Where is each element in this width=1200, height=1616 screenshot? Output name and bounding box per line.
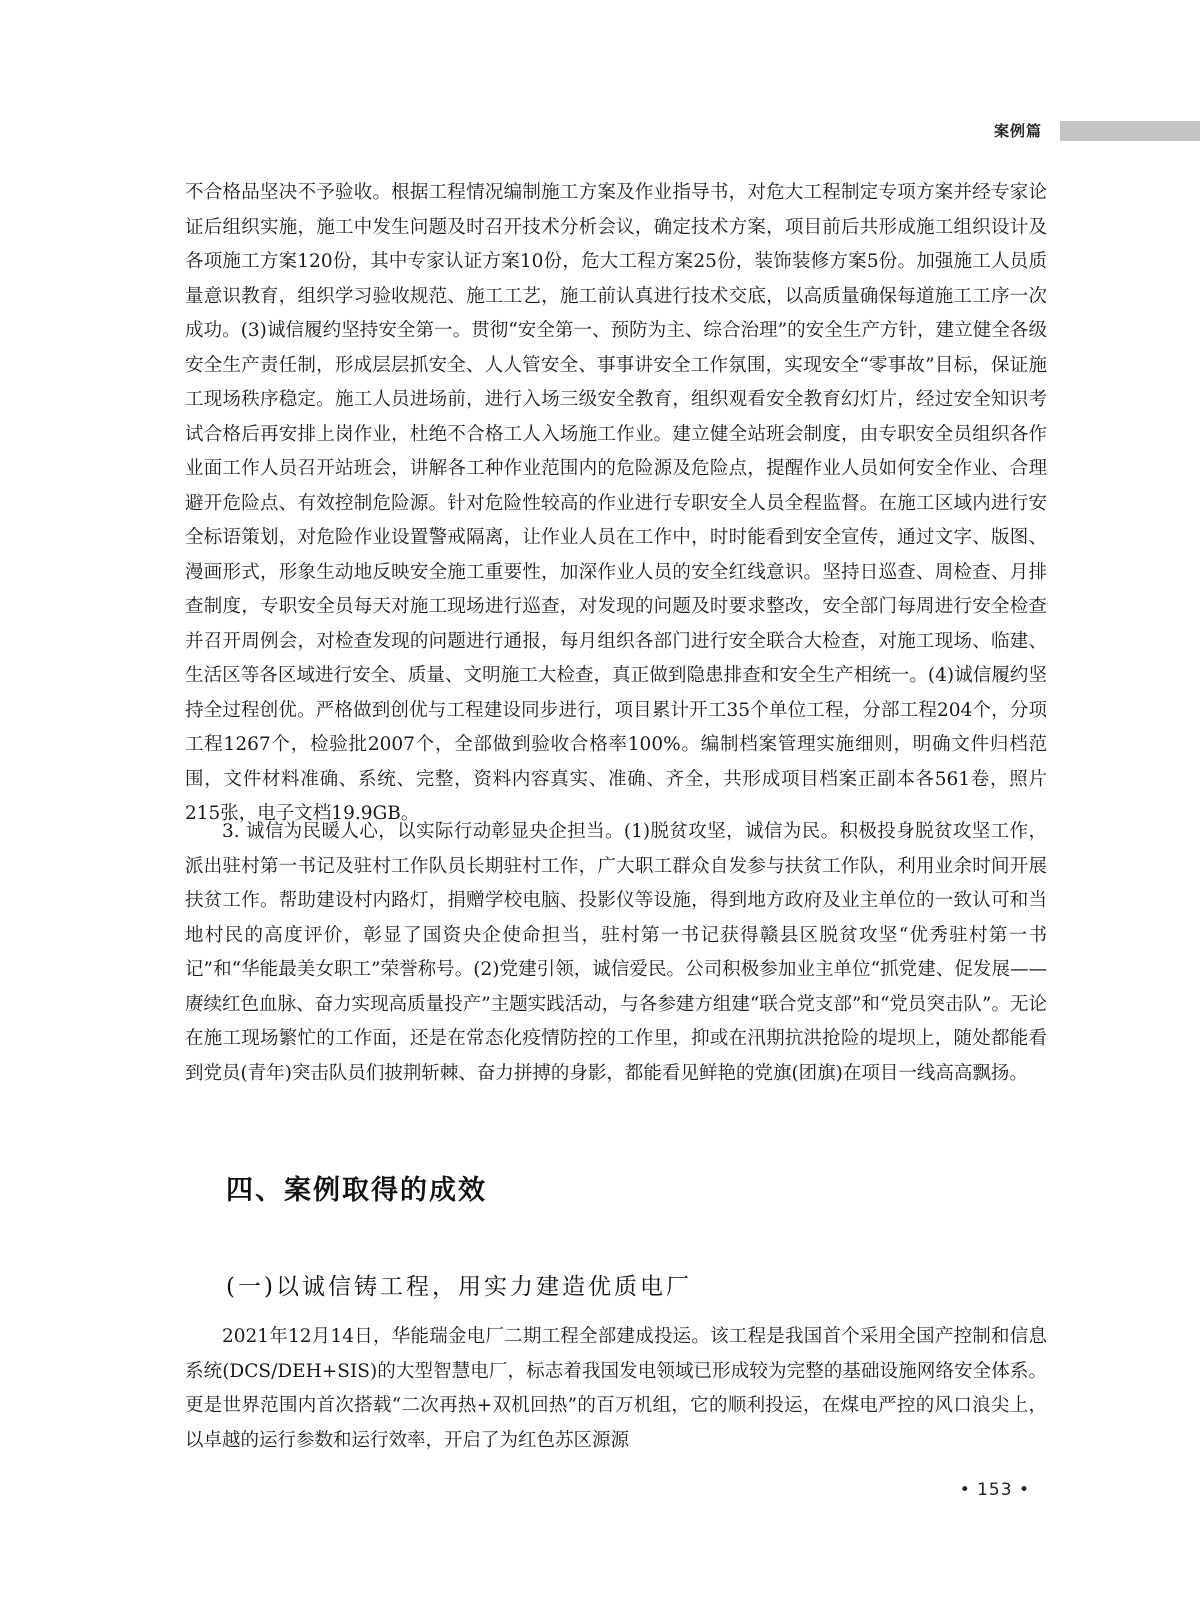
section-heading: 四、案例取得的成效 <box>226 1175 487 1206</box>
paragraph-result-1: 2021年12月14日，华能瑞金电厂二期工程全部建成投运。该工程是我国首个采用全国产控制和信息系统(DCS/DEH+SIS)的大型智慧电厂，标志着我国发电领域已形成较为完整的基础设施网络安全体系。更是世界范围内首次搭载“二次再热+双机回热”的百万机组，它的顺利投运，在煤电严控的风口浪尖上，以卓越的运行参数和运行效率，开启了为红色苏区源源 <box>185 1326 1047 1451</box>
paragraph-continued: 不合格品坚决不予验收。根据工程情况编制施工方案及作业指导书，对危大工程制定专项方案并经专家论证后组织实施，施工中发生问题及时召开技术分析会议，确定技术方案，项目前后共形成施工组织设计及各项施工方案120份，其中专家认证方案10份，危大工程方案25份，装饰装修方案5份。加强施工人员质量意识教育，组织学习验收规范、施工工艺，施工前认真进行技术交底，以高质量确保每道施工工序一次成功。(3)诚信履约坚持安全第一。贯彻“安全第一、预防为主、综合治理”的安全生产方针，建立健全各级安全生产责任制，形成层层抓安全、人人管安全、事事讲安全工作氛围，实现安全“零事故”目标，保证施工现场秩序稳定。施工人员进场前，进行入场三级安全教育，组织观看安全教育幻灯片，经过安全知识考试合格后再安排上岗作业，杜绝不合格工人入场施工作业。建立健全站班会制度，由专职安全员组织各作业面工作人员召开站班会，讲解各工种作业范围内的危险源及危险点，提醒作业人员如何安全作业、合理避开危险点、有效控制危险源。针对危险性较高的作业进行专职安全人员全程监督。在施工区域内进行安全标语策划，对危险作业设置警戒隔离，让作业人员在工作中，时时能看到安全宣传，通过文字、版图、漫画形式，形象生动地反映安全施工重要性，加深作业人员的安全红线意识。坚持日巡查、周检查、月排查制度，专职安全员每天对施工现场进行巡查，对发现的问题及时要求整改，安全部门每周进行安全检查并召开周例会，对检查发现的问题进行通报，每月组织各部门进行安全联合大检查，对施工现场、临建、生活区等各区域进行安全、质量、文明施工大检查，真正做到隐患排查和安全生产相统一。(4)诚信履约坚持全过程创优。严格做到创优与工程建设同步进行，项目累计开工35个单位工程，分部工程204个，分项工程1267个，检验批2007个，全部做到验收合格率100%。编制档案管理实施细则，明确文件归档范围，文件材料准确、系统、完整，资料内容真实、准确、齐全，共形成项目档案正副本各561卷，照片215张，电子文档19.9GB。 <box>185 182 1047 824</box>
running-head <box>0 118 1200 144</box>
page-number: • 153 • <box>959 1480 1030 1500</box>
section-label: 案例篇 <box>993 122 1042 140</box>
header-bar <box>1060 121 1200 141</box>
paragraph-item-3: 3. 诚信为民暖人心，以实际行动彰显央企担当。(1)脱贫攻坚，诚信为民。积极投身脱贫攻坚工作，派出驻村第一书记及驻村工作队员长期驻村工作，广大职工群众自发参与扶贫工作队，利用业余时间开展扶贫工作。帮助建设村内路灯，捐赠学校电脑、投影仪等设施，得到地方政府及业主单位的一致认可和当地村民的高度评价，彰显了国资央企使命担当，驻村第一书记获得赣县区脱贫攻坚“优秀驻村第一书记”和“华能最美女职工”荣誉称号。(2)党建引领，诚信爱民。公司积极参加业主单位“抓党建、促发展——赓续红色血脉、奋力实现高质量投产”主题实践活动，与各参建方组建“联合党支部”和“党员突击队”。无论在施工现场繁忙的工作面，还是在常态化疫情防控的工作里，抑或在汛期抗洪抢险的堤坝上，随处都能看到党员(青年)突击队员们披荆斩棘、奋力拼搏的身影，都能看见鲜艳的党旗(团旗)在项目一线高高飘扬。 <box>185 821 1047 1084</box>
sub-heading: (一)以诚信铸工程，用实力建造优质电厂 <box>226 1274 692 1300</box>
